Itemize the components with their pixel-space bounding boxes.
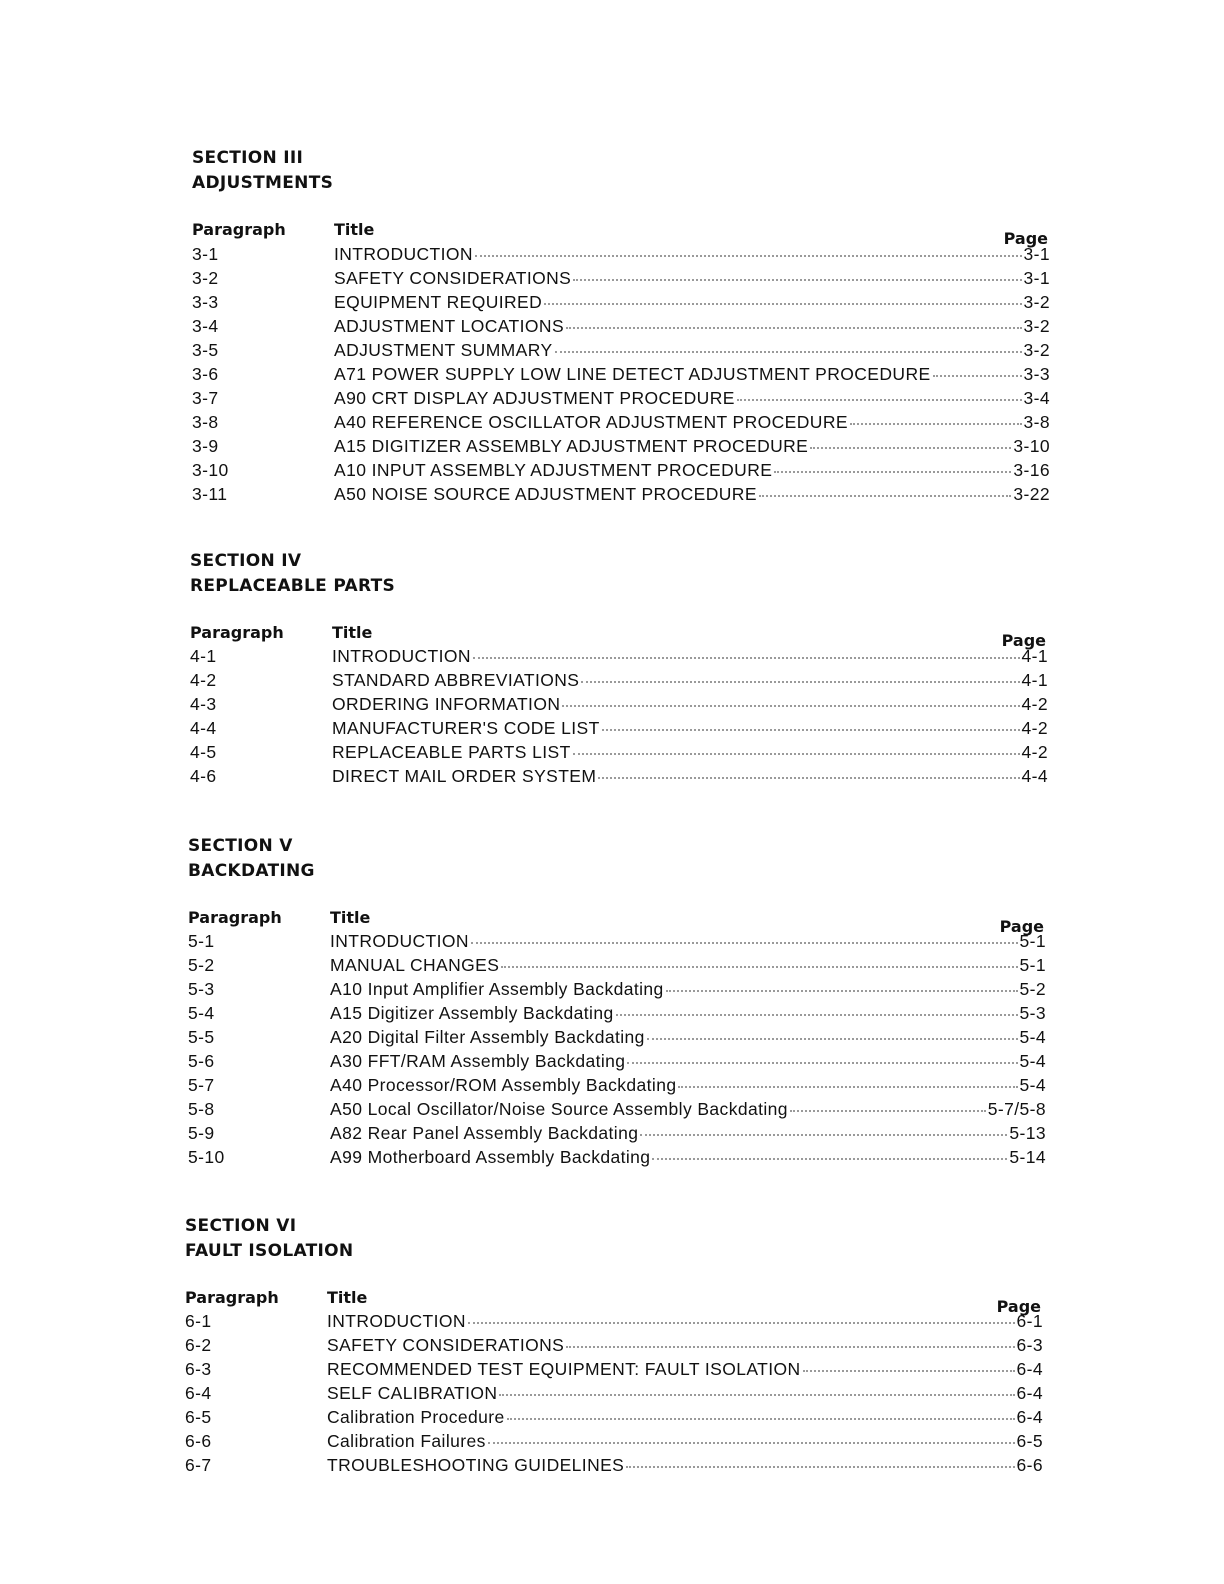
toc-entry	[0, 412, 1224, 436]
entry-title: A90 CRT DISPLAY ADJUSTMENT PROCEDURE	[334, 388, 735, 408]
entry-title: REPLACEABLE PARTS LIST	[332, 742, 571, 762]
paragraph-number: 5-10	[188, 1147, 225, 1167]
entry-line	[334, 412, 1050, 433]
dot-leader	[488, 1441, 1015, 1444]
entry-line	[334, 388, 1050, 409]
toc-entry	[0, 436, 1224, 460]
toc-entry	[0, 460, 1224, 484]
entry-title: EQUIPMENT REQUIRED	[334, 292, 543, 312]
toc-entry	[0, 979, 1220, 1003]
page-number: 5-13	[1009, 1123, 1046, 1143]
page-number: 3-10	[1013, 436, 1050, 456]
toc-entry	[0, 244, 1224, 268]
paragraph-number: 5-6	[188, 1051, 215, 1071]
section-name: ADJUSTMENTS	[192, 173, 334, 193]
entry-title: MANUFACTURER'S CODE LIST	[332, 718, 600, 738]
dot-leader	[737, 398, 1022, 401]
page-number: 4-1	[1021, 670, 1048, 690]
entry-title: INTRODUCTION	[327, 1311, 466, 1331]
entry-line	[334, 244, 1050, 265]
dot-leader	[759, 494, 1011, 497]
page-number: 3-2	[1023, 316, 1050, 336]
paragraph-number: 3-9	[192, 436, 219, 456]
page-number: 3-2	[1023, 340, 1050, 360]
paragraph-number: 3-3	[192, 292, 219, 312]
page-number: 4-1	[1021, 646, 1048, 666]
dot-leader	[640, 1133, 1007, 1136]
entry-line	[334, 364, 1050, 385]
page-number: 3-3	[1023, 364, 1050, 384]
toc-entry	[0, 1051, 1220, 1075]
dot-leader	[471, 941, 1018, 944]
entry-title: SELF CALIBRATION	[327, 1383, 498, 1403]
entry-line	[332, 742, 1048, 763]
dot-leader	[666, 989, 1018, 992]
paragraph-number: 4-2	[190, 670, 217, 690]
dot-leader	[566, 326, 1021, 329]
section-number: SECTION III	[192, 148, 304, 168]
dot-leader	[652, 1157, 1007, 1160]
toc-entry	[0, 1147, 1220, 1171]
paragraph-number: 3-2	[192, 268, 219, 288]
entry-line	[330, 1123, 1046, 1144]
page-number: 4-4	[1021, 766, 1048, 786]
paragraph-number: 4-6	[190, 766, 217, 786]
toc-entry	[0, 268, 1224, 292]
entry-line	[334, 460, 1050, 481]
column-header-title: Title	[334, 220, 375, 239]
dot-leader	[501, 965, 1017, 968]
entry-title: A10 INPUT ASSEMBLY ADJUSTMENT PROCEDURE	[334, 460, 773, 480]
page-number: 6-4	[1016, 1359, 1043, 1379]
paragraph-number: 5-8	[188, 1099, 215, 1119]
entry-title: A10 Input Amplifier Assembly Backdating	[330, 979, 664, 999]
section-name: REPLACEABLE PARTS	[190, 576, 396, 596]
toc-entry	[0, 292, 1224, 316]
paragraph-number: 4-4	[190, 718, 217, 738]
paragraph-number: 5-2	[188, 955, 215, 975]
page-number: 6-4	[1016, 1383, 1043, 1403]
entry-line	[327, 1359, 1043, 1380]
page-number: 3-1	[1023, 244, 1050, 264]
page-number: 5-2	[1019, 979, 1046, 999]
entry-title: A50 Local Oscillator/Noise Source Assembly Backdating	[330, 1099, 788, 1119]
toc-entry	[0, 1099, 1220, 1123]
section-name: BACKDATING	[188, 861, 315, 881]
toc-entry	[0, 1335, 1217, 1359]
page-number: 3-4	[1023, 388, 1050, 408]
entry-line	[334, 340, 1050, 361]
toc-entry	[0, 1003, 1220, 1027]
paragraph-number: 6-2	[185, 1335, 212, 1355]
page-number: 5-1	[1019, 931, 1046, 951]
entry-title: MANUAL CHANGES	[330, 955, 500, 975]
dot-leader	[473, 656, 1020, 659]
entry-line	[334, 436, 1050, 457]
paragraph-number: 4-1	[190, 646, 217, 666]
page-number: 5-14	[1009, 1147, 1046, 1167]
section-name: FAULT ISOLATION	[185, 1241, 354, 1261]
entry-line	[327, 1311, 1043, 1332]
paragraph-number: 3-5	[192, 340, 219, 360]
entry-title: A15 Digitizer Assembly Backdating	[330, 1003, 614, 1023]
toc-entry	[0, 364, 1224, 388]
entry-title: TROUBLESHOOTING GUIDELINES	[327, 1455, 625, 1475]
dot-leader	[602, 728, 1020, 731]
dot-leader	[581, 680, 1019, 683]
page-number: 6-6	[1016, 1455, 1043, 1475]
page-number: 5-4	[1019, 1075, 1046, 1095]
paragraph-number: 6-3	[185, 1359, 212, 1379]
column-header-paragraph: Paragraph	[192, 220, 286, 239]
page-number: 6-5	[1016, 1431, 1043, 1451]
paragraph-number: 6-4	[185, 1383, 212, 1403]
toc-entry	[0, 1123, 1220, 1147]
entry-title: A20 Digital Filter Assembly Backdating	[330, 1027, 645, 1047]
entry-title: A30 FFT/RAM Assembly Backdating	[330, 1051, 626, 1071]
section-heading	[190, 549, 395, 599]
dot-leader	[544, 302, 1021, 305]
dot-leader	[803, 1369, 1015, 1372]
paragraph-number: 3-4	[192, 316, 219, 336]
paragraph-number: 5-3	[188, 979, 215, 999]
entry-line	[330, 1003, 1046, 1024]
entry-title: ORDERING INFORMATION	[332, 694, 561, 714]
page-number: 3-8	[1023, 412, 1050, 432]
entry-title: ADJUSTMENT SUMMARY	[334, 340, 553, 360]
dot-leader	[774, 470, 1011, 473]
toc-entry	[0, 1359, 1217, 1383]
dot-leader	[850, 422, 1022, 425]
entry-line	[332, 718, 1048, 739]
toc-entry	[0, 742, 1222, 766]
toc-entry	[0, 694, 1222, 718]
column-header-page: Page	[1003, 229, 1048, 248]
column-header-title: Title	[327, 1288, 368, 1307]
paragraph-number: 3-8	[192, 412, 219, 432]
toc-entry	[0, 931, 1220, 955]
paragraph-number: 5-5	[188, 1027, 215, 1047]
entry-title: A15 DIGITIZER ASSEMBLY ADJUSTMENT PROCEDURE	[334, 436, 809, 456]
section-heading	[185, 1214, 353, 1264]
dot-leader	[573, 752, 1020, 755]
page-number: 5-1	[1019, 955, 1046, 975]
dot-leader	[562, 704, 1019, 707]
paragraph-number: 3-7	[192, 388, 219, 408]
entry-line	[332, 646, 1048, 667]
dot-leader	[598, 776, 1019, 779]
page-number: 4-2	[1021, 694, 1048, 714]
column-header-title: Title	[332, 623, 373, 642]
entry-title: A82 Rear Panel Assembly Backdating	[330, 1123, 639, 1143]
column-header-page: Page	[1001, 631, 1046, 650]
toc-entry	[0, 340, 1224, 364]
toc-entry	[0, 1075, 1220, 1099]
entry-line	[332, 670, 1048, 691]
paragraph-number: 3-6	[192, 364, 219, 384]
entry-line	[330, 979, 1046, 1000]
entry-title: A40 REFERENCE OSCILLATOR ADJUSTMENT PROCEDURE	[334, 412, 848, 432]
paragraph-number: 5-1	[188, 931, 215, 951]
page-number: 5-4	[1019, 1027, 1046, 1047]
paragraph-number: 6-7	[185, 1455, 212, 1475]
toc-entry	[0, 1455, 1217, 1479]
section-heading	[192, 146, 333, 196]
entry-title: INTRODUCTION	[330, 931, 469, 951]
toc-entry	[0, 1383, 1217, 1407]
entry-line	[332, 694, 1048, 715]
entry-line	[334, 316, 1050, 337]
dot-leader	[573, 278, 1021, 281]
page-number: 5-3	[1019, 1003, 1046, 1023]
dot-leader	[499, 1393, 1014, 1396]
section-number: SECTION VI	[185, 1216, 297, 1236]
page-number: 5-7/5-8	[987, 1099, 1046, 1119]
entry-line	[327, 1407, 1043, 1428]
section-heading	[188, 834, 315, 884]
column-header-paragraph: Paragraph	[188, 908, 282, 927]
entry-title: Calibration Procedure	[327, 1407, 505, 1427]
entry-line	[327, 1431, 1043, 1452]
section-number: SECTION V	[188, 836, 293, 856]
page-number: 4-2	[1021, 742, 1048, 762]
paragraph-number: 5-9	[188, 1123, 215, 1143]
entry-title: SAFETY CONSIDERATIONS	[327, 1335, 565, 1355]
toc-entry	[0, 766, 1222, 790]
entry-title: RECOMMENDED TEST EQUIPMENT: FAULT ISOLATION	[327, 1359, 801, 1379]
paragraph-number: 4-5	[190, 742, 217, 762]
paragraph-number: 6-5	[185, 1407, 212, 1427]
paragraph-number: 6-6	[185, 1431, 212, 1451]
column-header-paragraph: Paragraph	[185, 1288, 279, 1307]
dot-leader	[626, 1465, 1014, 1468]
dot-leader	[507, 1417, 1015, 1420]
entry-title: A50 NOISE SOURCE ADJUSTMENT PROCEDURE	[334, 484, 757, 504]
dot-leader	[616, 1013, 1018, 1016]
entry-title: STANDARD ABBREVIATIONS	[332, 670, 580, 690]
entry-line	[327, 1335, 1043, 1356]
entry-line	[334, 484, 1050, 505]
toc-entry	[0, 670, 1222, 694]
entry-title: INTRODUCTION	[332, 646, 471, 666]
paragraph-number: 5-7	[188, 1075, 215, 1095]
toc-entry	[0, 955, 1220, 979]
toc-entry	[0, 1027, 1220, 1051]
dot-leader	[790, 1109, 986, 1112]
entry-title: SAFETY CONSIDERATIONS	[334, 268, 572, 288]
entry-line	[330, 1147, 1046, 1168]
paragraph-number: 3-10	[192, 460, 229, 480]
dot-leader	[555, 350, 1022, 353]
entry-line	[330, 955, 1046, 976]
section-number: SECTION IV	[190, 551, 302, 571]
page-number: 3-16	[1013, 460, 1050, 480]
dot-leader	[627, 1061, 1017, 1064]
entry-title: DIRECT MAIL ORDER SYSTEM	[332, 766, 597, 786]
entry-title: A99 Motherboard Assembly Backdating	[330, 1147, 651, 1167]
entry-line	[334, 268, 1050, 289]
dot-leader	[933, 374, 1022, 377]
entry-title: A40 Processor/ROM Assembly Backdating	[330, 1075, 677, 1095]
entry-line	[330, 931, 1046, 952]
page-number: 4-2	[1021, 718, 1048, 738]
toc-entry	[0, 1311, 1217, 1335]
entry-line	[332, 766, 1048, 787]
toc-entry	[0, 718, 1222, 742]
column-header-page: Page	[999, 917, 1044, 936]
paragraph-number: 3-11	[192, 484, 228, 504]
toc-entry	[0, 388, 1224, 412]
paragraph-number: 4-3	[190, 694, 217, 714]
entry-line	[330, 1099, 1046, 1120]
page-number: 6-3	[1016, 1335, 1043, 1355]
page-number: 5-4	[1019, 1051, 1046, 1071]
dot-leader	[647, 1037, 1018, 1040]
entry-line	[330, 1027, 1046, 1048]
dot-leader	[810, 446, 1011, 449]
page-number: 6-4	[1016, 1407, 1043, 1427]
column-header-page: Page	[996, 1297, 1041, 1316]
entry-title: A71 POWER SUPPLY LOW LINE DETECT ADJUSTMENT PROCEDURE	[334, 364, 931, 384]
dot-leader	[678, 1085, 1017, 1088]
entry-line	[327, 1455, 1043, 1476]
paragraph-number: 3-1	[192, 244, 219, 264]
entry-title: Calibration Failures	[327, 1431, 486, 1451]
toc-entry	[0, 646, 1222, 670]
entry-line	[330, 1051, 1046, 1072]
page-number: 6-1	[1016, 1311, 1043, 1331]
toc-entry	[0, 1407, 1217, 1431]
paragraph-number: 5-4	[188, 1003, 215, 1023]
toc-entry	[0, 1431, 1217, 1455]
dot-leader	[566, 1345, 1014, 1348]
page-number: 3-1	[1023, 268, 1050, 288]
entry-line	[327, 1383, 1043, 1404]
paragraph-number: 6-1	[185, 1311, 212, 1331]
page-number: 3-2	[1023, 292, 1050, 312]
entry-title: INTRODUCTION	[334, 244, 473, 264]
toc-entry	[0, 316, 1224, 340]
column-header-paragraph: Paragraph	[190, 623, 284, 642]
dot-leader	[468, 1321, 1015, 1324]
entry-line	[334, 292, 1050, 313]
entry-title: ADJUSTMENT LOCATIONS	[334, 316, 565, 336]
column-header-title: Title	[330, 908, 371, 927]
toc-entry	[0, 484, 1224, 508]
dot-leader	[475, 254, 1022, 257]
page-number: 3-22	[1013, 484, 1050, 504]
entry-line	[330, 1075, 1046, 1096]
